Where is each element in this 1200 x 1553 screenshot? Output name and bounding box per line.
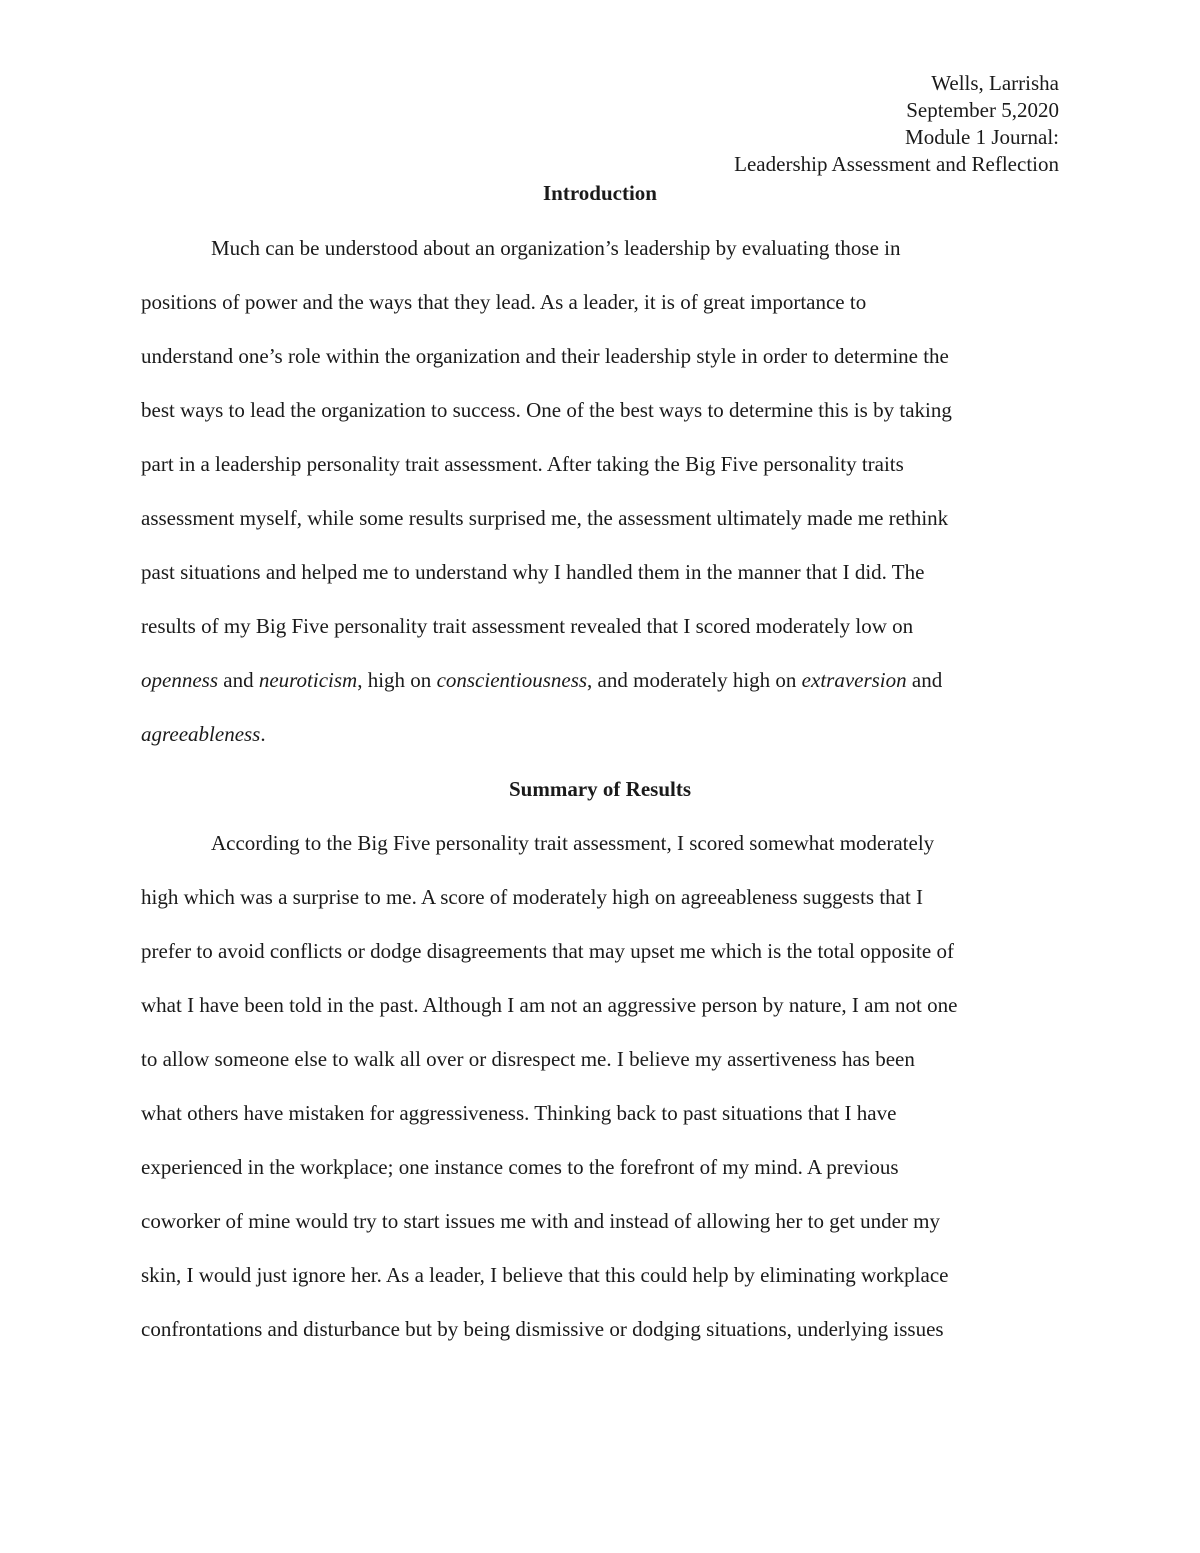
trait-openness: openness [141,668,218,692]
paragraph-line: past situations and helped me to understand why I handled them in the manner that I did. The [141,560,925,584]
paragraph-line: what others have mistaken for aggressiveness. Thinking back to past situations that I have [141,1101,897,1125]
paragraph-line: confrontations and disturbance but by being dismissive or dodging situations, underlying issues [141,1317,944,1341]
summary-heading: Summary of Results [509,777,691,801]
paragraph-line: experienced in the workplace; one instance comes to the forefront of my mind. A previous [141,1155,899,1179]
course-module: Module 1 Journal: [905,125,1059,149]
text-run: . [260,722,266,746]
paragraph-line: results of my Big Five personality trait assessment revealed that I scored moderately low on [141,614,914,638]
paragraph-line: Much can be understood about an organization’s leadership by evaluating those in [211,236,901,260]
introduction-paragraph [141,221,1059,761]
header-block [734,70,1059,178]
paragraph-line [141,653,1059,707]
document-date: September 5,2020 [906,98,1059,122]
paragraph-line: coworker of mine would try to start issues me with and instead of allowing her to get under my [141,1209,940,1233]
text-run: , and moderately high on [587,668,802,692]
paragraph-line: what I have been told in the past. Although I am not an aggressive person by nature, I am not one [141,993,958,1017]
paragraph-line: best ways to lead the organization to success. One of the best ways to determine this is by taking [141,398,952,422]
paragraph-line: skin, I would just ignore her. As a leader, I believe that this could help by eliminating workplace [141,1263,949,1287]
trait-agreeableness: agreeableness [141,722,261,746]
paragraph-line: understand one’s role within the organization and their leadership style in order to determine the [141,344,949,368]
paragraph-line: to allow someone else to walk all over or disrespect me. I believe my assertiveness has been [141,1047,915,1071]
text-run: and [218,668,259,692]
introduction-heading: Introduction [543,181,657,205]
paragraph-line: According to the Big Five personality trait assessment, I scored somewhat moderately [211,831,935,855]
text-run: , high on [357,668,437,692]
paragraph-line: high which was a surprise to me. A score of moderately high on agreeableness suggests that I [141,885,924,909]
paragraph-line [141,707,1059,761]
text-run: and [906,668,943,692]
trait-neuroticism: neuroticism [258,668,358,692]
paragraph-line: positions of power and the ways that they lead. As a leader, it is of great importance to [141,290,867,314]
trait-extraversion: extraversion [801,668,907,692]
assignment-title: Leadership Assessment and Reflection [734,152,1059,176]
paragraph-line: assessment myself, while some results surprised me, the assessment ultimately made me rethink [141,506,949,530]
paragraph-line: prefer to avoid conflicts or dodge disagreements that may upset me which is the total opposite of [141,939,954,963]
summary-paragraph [141,816,1059,1356]
trait-conscientiousness: conscientiousness [436,668,588,692]
paragraph-line: part in a leadership personality trait assessment. After taking the Big Five personality traits [141,452,904,476]
author-name: Wells, Larrisha [931,71,1059,95]
